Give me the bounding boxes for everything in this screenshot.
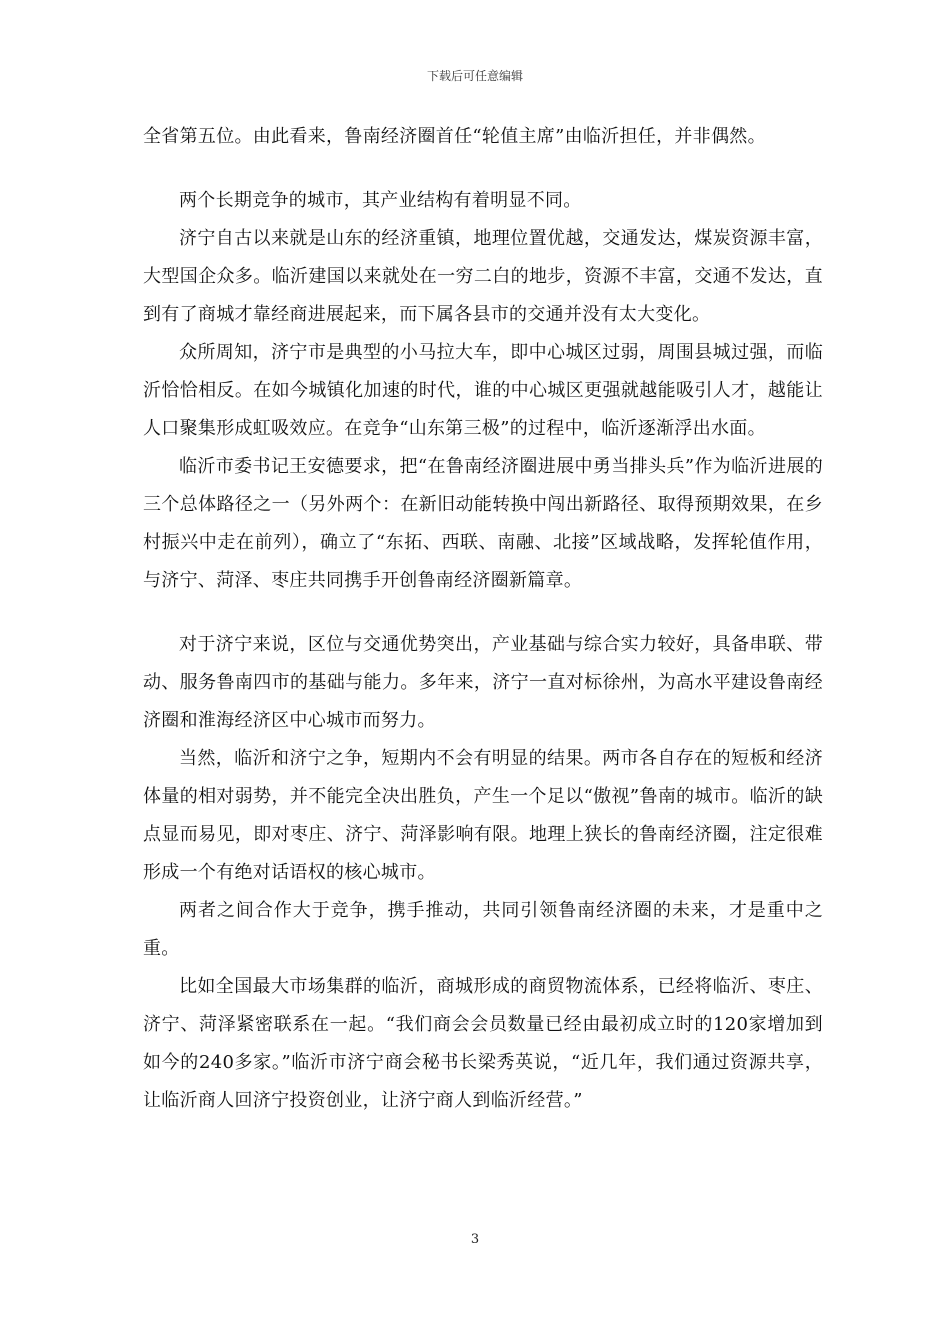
page-header: 下载后可任意编辑 xyxy=(426,69,523,83)
paragraph: 济宁自古以来就是山东的经济重镇，地理位置优越，交通发达，煤炭资源丰富，大型国企众多。临沂建国以来就处在一穷二白的地步，资源不丰富，交通不发达，直到有了商城才靠经商进展起来，而下属各县市的交通并没有太大变化。 xyxy=(143,228,823,325)
page-number: 3 xyxy=(470,1232,480,1247)
paragraph-continuation: 全省第五位。由此看来，鲁南经济圈首任“轮值主席”由临沂担任，并非偶然。 xyxy=(143,126,766,147)
paragraph: 比如全国最大市场集群的临沂，商城形成的商贸物流体系，已经将临沂、枣庄、济宁、菏泽紧密联系在一起。“我们商会会员数量已经由最初成立时的120家增加到如今的240多家。”临沂市济宁商会秘书长梁秀英说，“近几年，我们通过资源共享，让临沂商人回济宁投资创业，让济宁商人到临沂经营。” xyxy=(143,976,823,1111)
document-body xyxy=(143,118,823,1120)
paragraph: 当然，临沂和济宁之争，短期内不会有明显的结果。两市各自存在的短板和经济体量的相对弱势，并不能完全决出胜负，产生一个足以“傲视”鲁南的城市。临沂的缺点显而易见，即对枣庄、济宁、菏泽影响有限。地理上狭长的鲁南经济圈，注定很难形成一个有绝对话语权的核心城市。 xyxy=(143,748,823,883)
paragraph: 众所周知，济宁市是典型的小马拉大车，即中心城区过弱，周围县城过强，而临沂恰恰相反。在如今城镇化加速的时代，谁的中心城区更强就越能吸引人才，越能让人口聚集形成虹吸效应。在竞争“山东第三极”的过程中，临沂逐渐浮出水面。 xyxy=(143,342,823,439)
paragraph: 两个长期竞争的城市，其产业结构有着明显不同。 xyxy=(179,190,582,211)
paragraph: 临沂市委书记王安德要求，把“在鲁南经济圈进展中勇当排头兵”作为临沂进展的三个总体路径之一（另外两个：在新旧动能转换中闯出新路径、取得预期效果，在乡村振兴中走在前列），确立了“东拓、西联、南融、北接”区域战略，发挥轮值作用，与济宁、菏泽、枣庄共同携手开创鲁南经济圈新篇章。 xyxy=(143,456,823,591)
paragraph: 两者之间合作大于竞争，携手推动，共同引领鲁南经济圈的未来，才是重中之重。 xyxy=(143,900,823,959)
paragraph: 对于济宁来说，区位与交通优势突出，产业基础与综合实力较好，具备串联、带动、服务鲁南四市的基础与能力。多年来，济宁一直对标徐州，为高水平建设鲁南经济圈和淮海经济区中心城市而努力。 xyxy=(143,634,823,731)
